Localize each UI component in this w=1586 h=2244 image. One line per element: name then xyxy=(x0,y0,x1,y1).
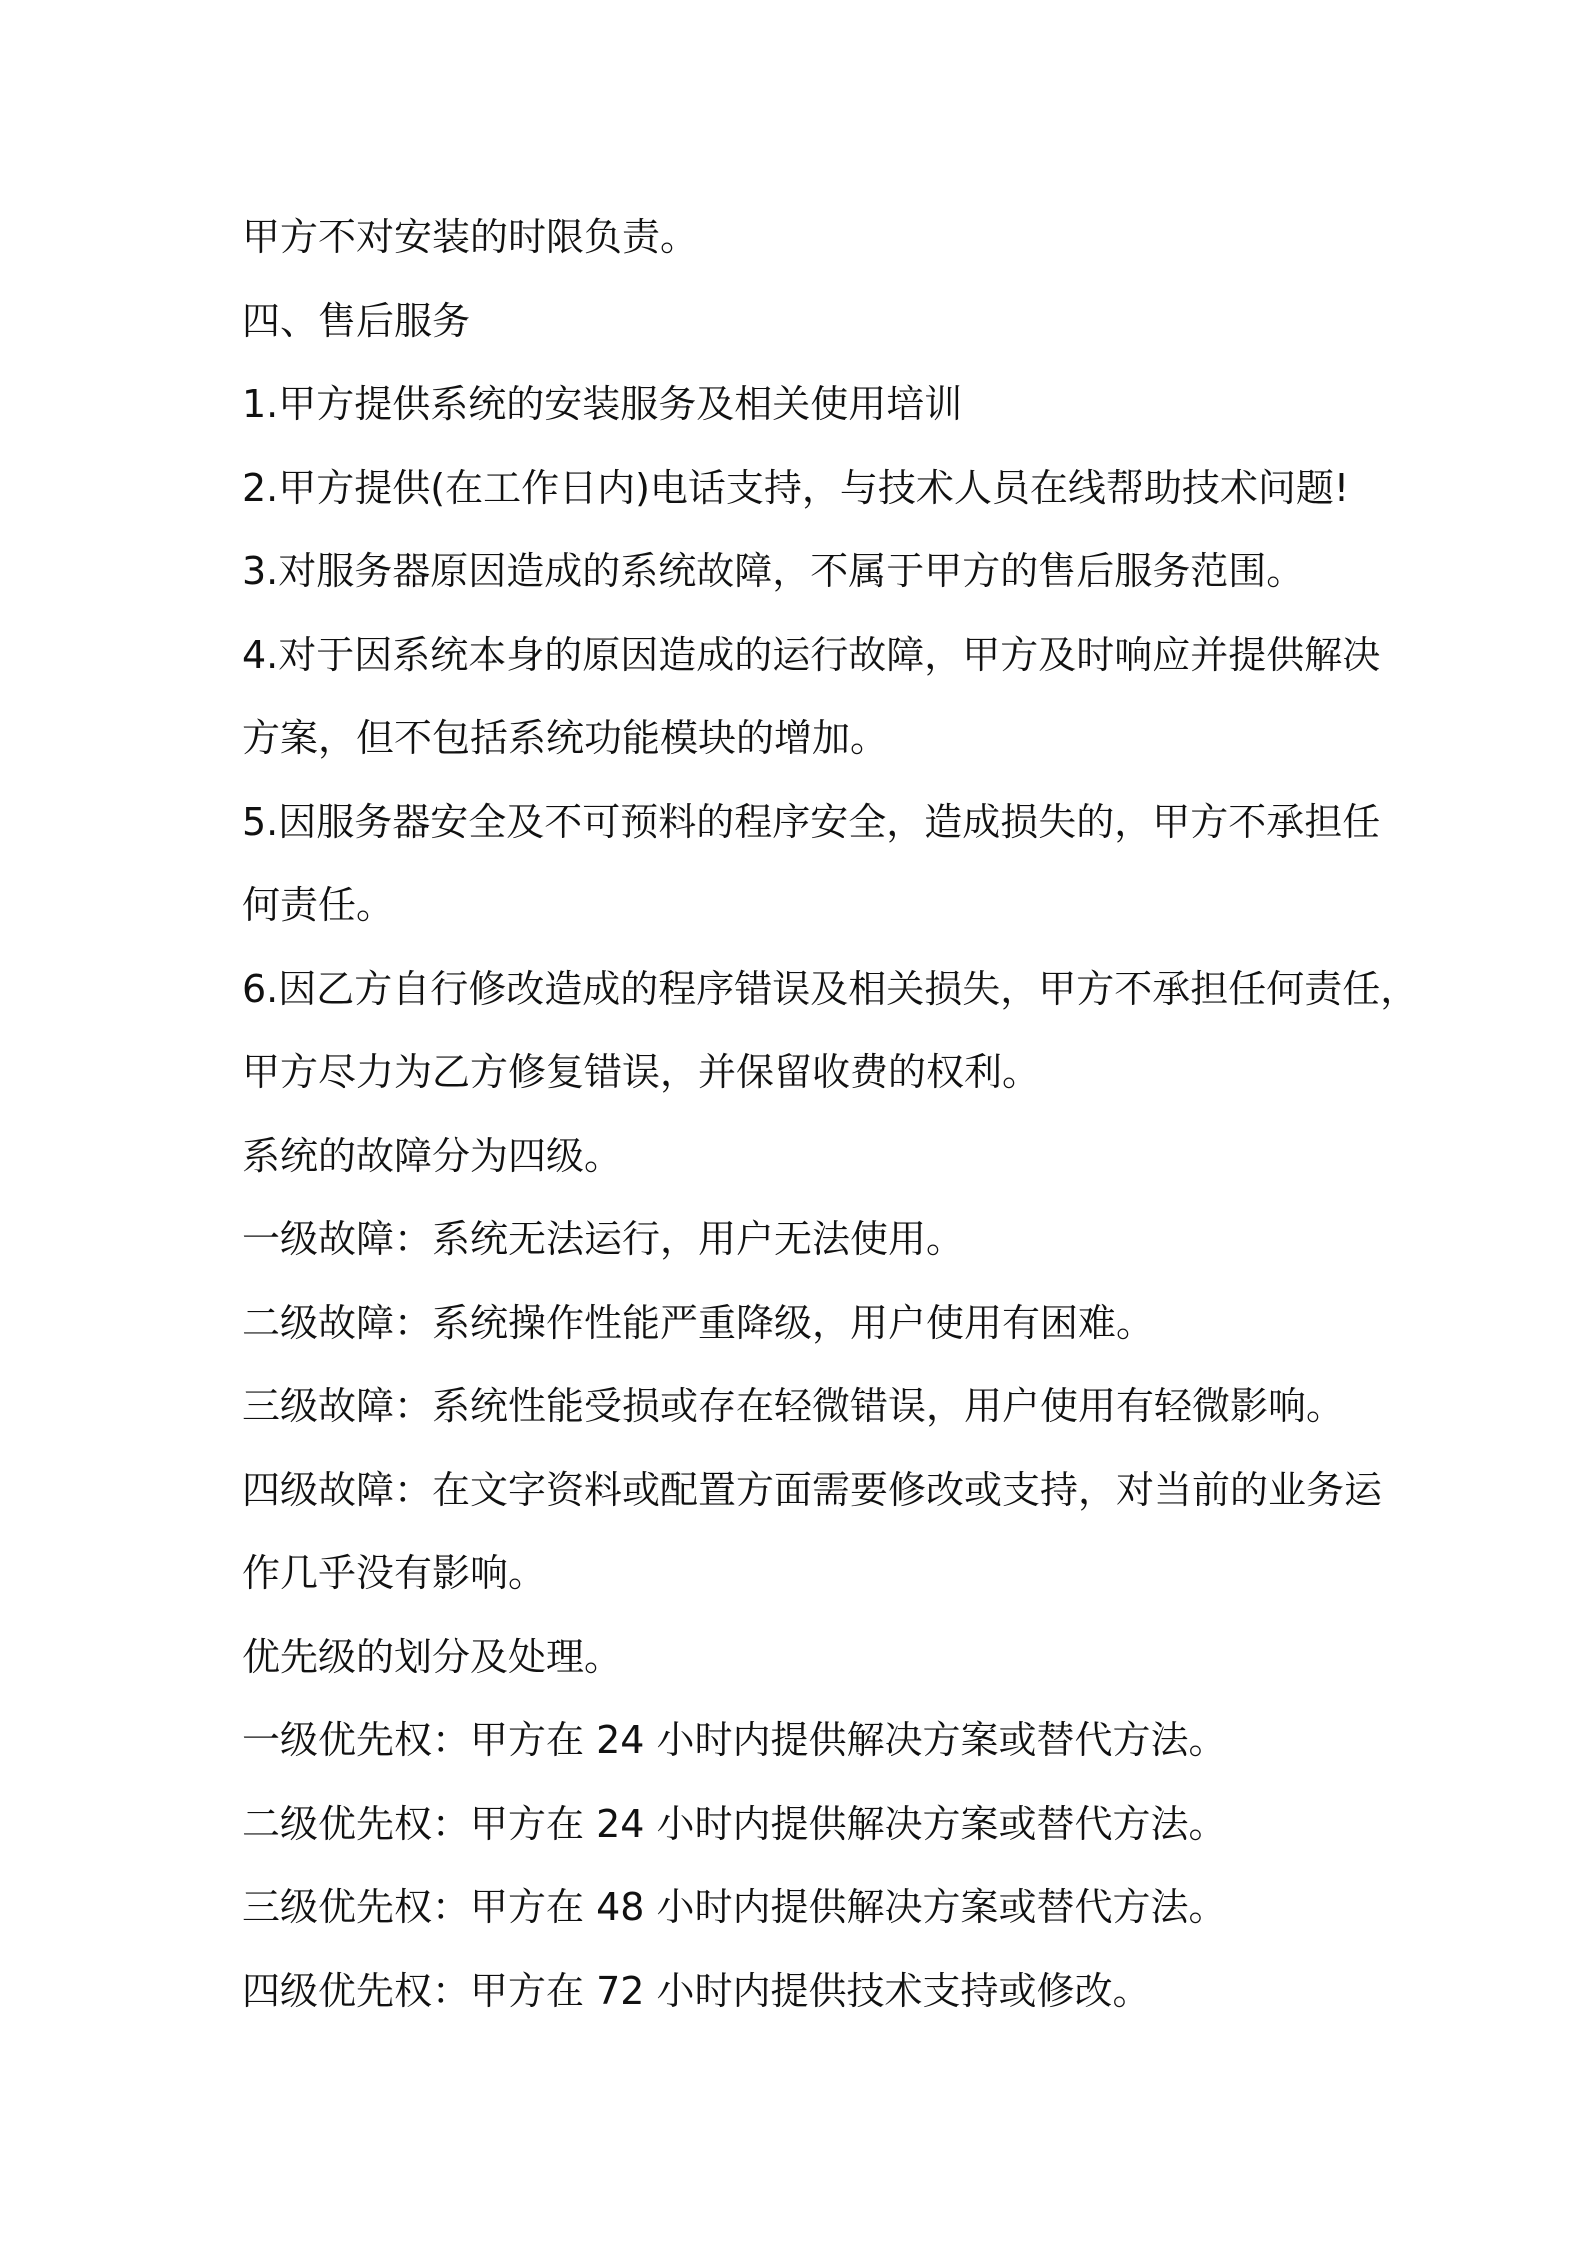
priority-line: 四级优先权：甲方在 72 小时内提供技术支持或修改。 xyxy=(242,1968,1151,2013)
list-item: 5.因服务器安全及不可预料的程序安全，造成损失的，甲方不承担任 xyxy=(242,799,1381,844)
list-item: 4.对于因系统本身的原因造成的运行故障，甲方及时响应并提供解决 xyxy=(242,632,1381,677)
fault-level-line: 二级故障：系统操作性能严重降级，用户使用有困难。 xyxy=(242,1300,1155,1345)
fault-level-line: 三级故障：系统性能受损或存在轻微错误，用户使用有轻微影响。 xyxy=(242,1384,1345,1428)
text-line: 优先级的划分及处理。 xyxy=(242,1634,623,1679)
list-item: 2.甲方提供(在工作日内)电话支持，与技术人员在线帮助技术问题! xyxy=(242,465,1350,510)
list-item: 3.对服务器原因造成的系统故障，不属于甲方的售后服务范围。 xyxy=(242,549,1305,593)
fault-level-line: 四级故障：在文字资料或配置方面需要修改或支持，对当前的业务运 xyxy=(242,1467,1383,1512)
list-item-continuation: 甲方尽力为乙方修复错误，并保留收费的权利。 xyxy=(242,1050,1041,1094)
list-item-continuation: 何责任。 xyxy=(242,883,395,927)
text-line: 系统的故障分为四级。 xyxy=(242,1133,623,1178)
fault-level-line: 一级故障：系统无法运行，用户无法使用。 xyxy=(242,1217,965,1261)
document-body xyxy=(242,196,1419,2033)
priority-line: 三级优先权：甲方在 48 小时内提供解决方案或替代方法。 xyxy=(242,1885,1227,1929)
list-item: 1.甲方提供系统的安装服务及相关使用培训 xyxy=(242,382,963,426)
text-line: 甲方不对安装的时限负责。 xyxy=(242,215,699,259)
section-heading: 四、售后服务 xyxy=(242,298,471,343)
priority-line: 一级优先权：甲方在 24 小时内提供解决方案或替代方法。 xyxy=(242,1718,1227,1762)
priority-line: 二级优先权：甲方在 24 小时内提供解决方案或替代方法。 xyxy=(242,1801,1227,1846)
list-item-continuation: 方案，但不包括系统功能模块的增加。 xyxy=(242,716,889,760)
fault-level-continuation: 作几乎没有影响。 xyxy=(242,1551,547,1595)
list-item: 6.因乙方自行修改造成的程序错误及相关损失，甲方不承担任何责任， xyxy=(242,966,1419,1011)
